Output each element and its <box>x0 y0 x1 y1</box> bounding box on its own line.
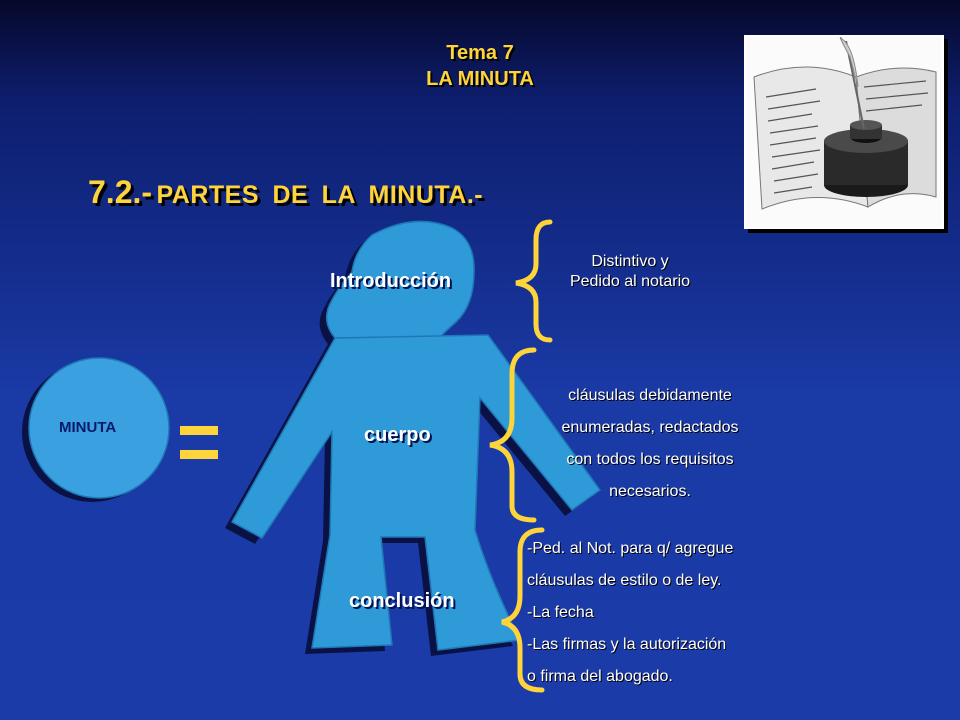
label-cuerpo: cuerpo <box>364 424 431 446</box>
end-description <box>527 533 817 693</box>
end-desc-line: -La fecha <box>527 604 594 621</box>
label-introduccion: Introducción <box>330 270 452 292</box>
section-number: 7.2.- <box>88 174 153 210</box>
intro-desc-line: Pedido al notario <box>569 273 691 290</box>
intro-description <box>540 252 720 292</box>
middle-desc-line: enumeradas, redactados <box>561 419 739 436</box>
label-conclusion: conclusión <box>349 590 455 612</box>
minuta-label: MINUTA <box>59 419 117 436</box>
equals-sign-icon <box>180 426 218 459</box>
end-desc-line: -Ped. al Not. para q/ agregue <box>527 540 734 557</box>
topic-label: Tema 7 <box>446 42 514 64</box>
section-title-text: PARTES DE LA MINUTA.- <box>156 181 484 209</box>
end-desc-line: cláusulas de estilo o de ley. <box>527 572 722 589</box>
end-desc-line: o firma del abogado. <box>527 668 673 685</box>
middle-desc-line: con todos los requisitos <box>566 451 734 468</box>
middle-desc-line: necesarios. <box>609 483 691 500</box>
end-desc-line: -Las firmas y la autorización <box>527 636 727 653</box>
middle-desc-line: cláusulas debidamente <box>568 387 732 404</box>
middle-description <box>520 380 780 508</box>
intro-desc-line: Distintivo y <box>591 253 669 270</box>
topic-subtitle: LA MINUTA <box>426 68 534 90</box>
